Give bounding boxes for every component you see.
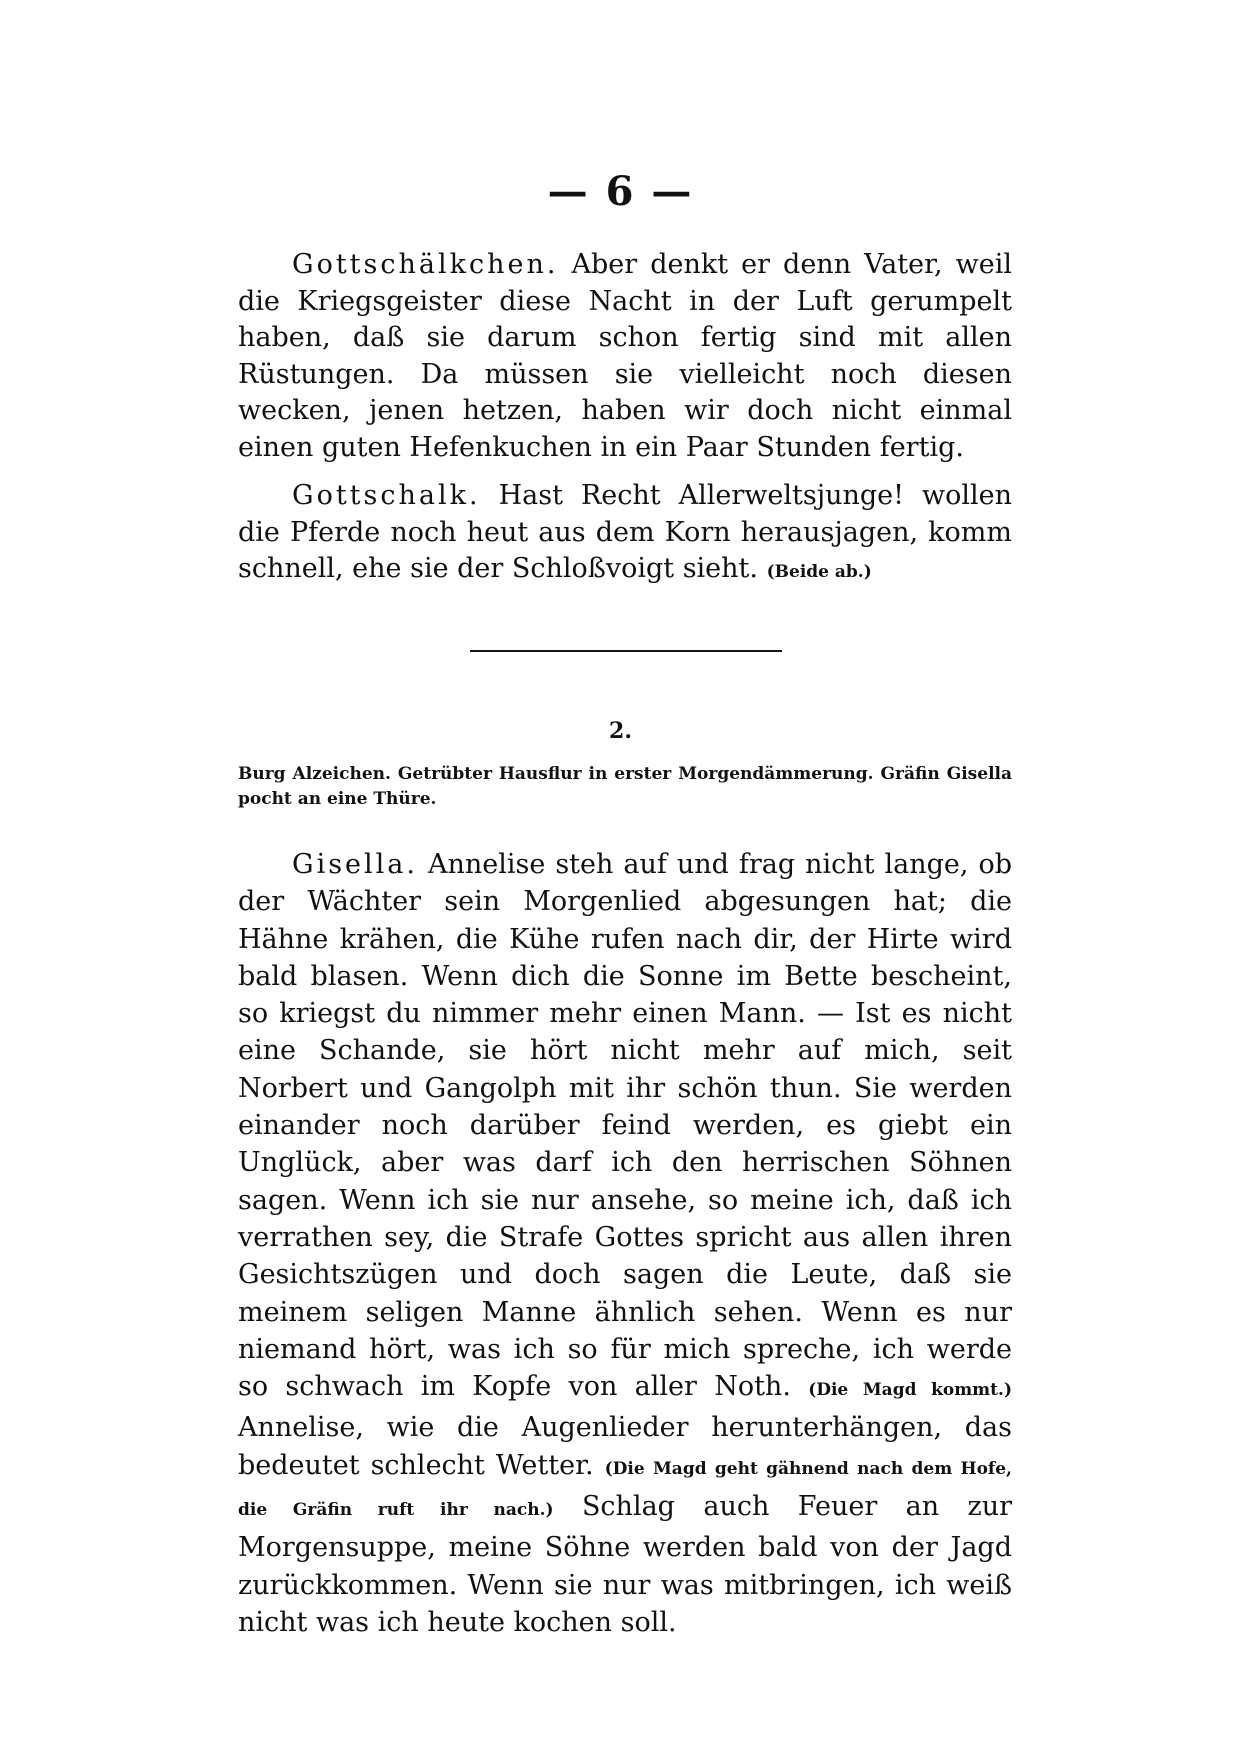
dialogue-passage xyxy=(238,846,1012,1641)
dialogue-passage xyxy=(238,247,1012,466)
stage-direction: (Beide ab.) xyxy=(766,562,872,582)
stage-direction: (Die Magd kommt.) xyxy=(808,1380,1012,1401)
dialogue-passage xyxy=(238,478,1012,591)
dialogue-paragraph xyxy=(238,478,1012,591)
section-divider xyxy=(470,650,782,652)
dialogue-text: Annelise, wie die Augenlieder herunterhängen, das bedeutet schlecht Wetter. xyxy=(238,1412,1012,1481)
dialogue-paragraph xyxy=(238,846,1012,1641)
dialogue-text: Annelise steh auf und frag nicht lange, ob der Wächter sein Morgenlied abgesungen hat; die Hähne krähen, die Kühe rufen nach dir, der Hirte wird bald blasen. Wenn dich die Sonne im Bette bescheint, so kriegst du nimmer mehr einen Mann. — Ist es nicht eine Schande, sie hört nicht mehr auf mich, seit Norbert und Gangolph mit ihr schön thun. Sie werden einander noch darüber feind werden, es giebt ein Unglück, aber was darf ich den herrischen Söhnen sagen. Wenn ich sie nur ansehe, so meine ich, daß ich verrathen sey, die Strafe Gottes spricht aus allen ihren Gesichtszügen und doch sagen die Leute, daß sie meinem seligen Manne ähnlich sehen. Wenn es nur niemand hört, was ich so für mich spreche, ich werde so schwach im Kopfe von aller Noth. xyxy=(238,849,1012,1403)
scene-number: 2. xyxy=(609,718,632,744)
dialogue-text: Aber denkt er denn Vater, weil die Kriegsgeister diese Nacht in der Luft gerumpelt haben, daß sie darum schon fertig sind mit allen Rüstungen. Da müssen sie vielleicht noch diesen wecken, jenen hetzen, haben wir doch nicht einmal einen guten Hefenkuchen in ein Paar Stunden fertig. xyxy=(238,249,1012,463)
stage-direction: (Die Magd geht gähnend nach dem Hofe, die Gräfin ruft ihr nach.) xyxy=(238,1458,1012,1521)
dialogue-text: Hast Recht Allerweltsjunge! wollen die Pferde noch heut aus dem Korn herausjagen, komm schnell, ehe sie der Schloßvoigt sieht. xyxy=(238,480,1012,584)
speaker-name: Gisella. xyxy=(292,849,418,880)
page-number: — 6 — xyxy=(547,168,694,215)
speaker-name: Gottschälkchen. xyxy=(292,249,559,280)
speaker-name: Gottschalk. xyxy=(292,480,481,511)
dialogue-text: Schlag auch Feuer an zur Morgensuppe, meine Söhne werden bald von der Jagd zurückkommen. Wenn sie nur was mitbringen, ich weiß nicht was ich heute kochen soll. xyxy=(238,1491,1012,1638)
dialogue-paragraph xyxy=(238,247,1012,466)
scene-description: Burg Alzeichen. Getrübter Hausflur in erster Morgendämmerung. Gräfin Gisella pocht an eine Thüre. xyxy=(238,764,1012,809)
